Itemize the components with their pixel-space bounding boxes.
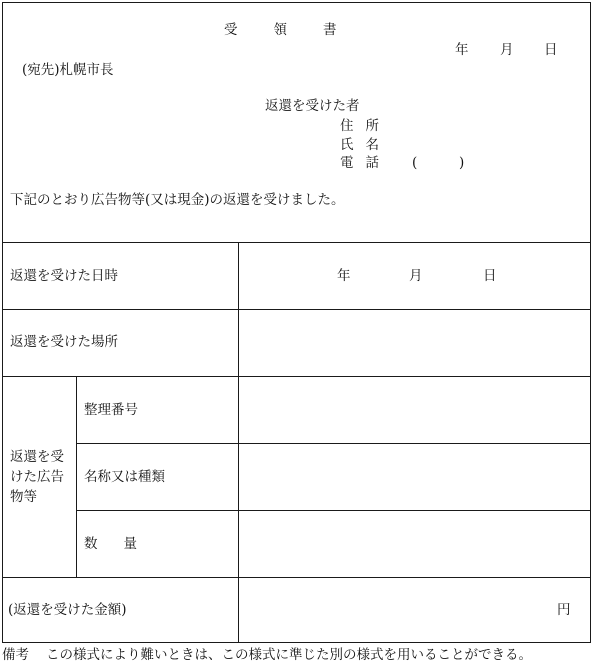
form-title: 受領書	[224, 22, 373, 38]
row-rule-3	[76, 443, 591, 444]
place-label: 返還を受けた場所	[10, 334, 118, 350]
row-rule-2	[2, 376, 591, 377]
address-label: 住所	[340, 118, 391, 134]
name-label: 氏名	[340, 137, 391, 153]
addressee: (宛先)札幌市長	[22, 62, 114, 78]
serial-label: 整理番号	[84, 402, 138, 418]
datetime-label: 返還を受けた日時	[10, 268, 118, 284]
group-column-rule	[76, 376, 77, 577]
statement: 下記のとおり広告物等(又は現金)の返還を受けました。	[10, 192, 345, 208]
row-rule-5	[2, 577, 591, 578]
footnote-label: 備考	[2, 647, 29, 663]
goods-group-label-line-3: 物等	[10, 489, 37, 505]
phone-paren-close: )	[459, 155, 465, 171]
footnote-text: この様式により難いときは、この様式に準じた別の様式を用いることができる。	[46, 647, 532, 663]
row-rule-4	[76, 510, 591, 511]
label-column-rule	[238, 242, 239, 643]
datetime-year: 年	[337, 268, 351, 284]
datetime-day: 日	[483, 268, 497, 284]
header-date-day: 日	[544, 42, 558, 58]
phone-paren-open: (	[412, 155, 418, 171]
quantity-label: 数量	[84, 536, 163, 552]
header-date-year: 年	[455, 42, 469, 58]
row-rule-1	[2, 309, 591, 310]
phone-label: 電話	[340, 155, 391, 171]
amount-unit: 円	[557, 602, 571, 618]
returnee-label: 返還を受けた者	[265, 98, 360, 114]
goods-group-label-line-2: けた広告	[10, 469, 64, 485]
table-top-rule	[2, 242, 591, 243]
header-date-month: 月	[500, 42, 514, 58]
goods-group-label-line-1: 返還を受	[10, 449, 64, 465]
name-type-label: 名称又は種類	[84, 469, 165, 485]
datetime-month: 月	[409, 268, 423, 284]
amount-label: (返還を受けた金額)	[8, 602, 127, 618]
